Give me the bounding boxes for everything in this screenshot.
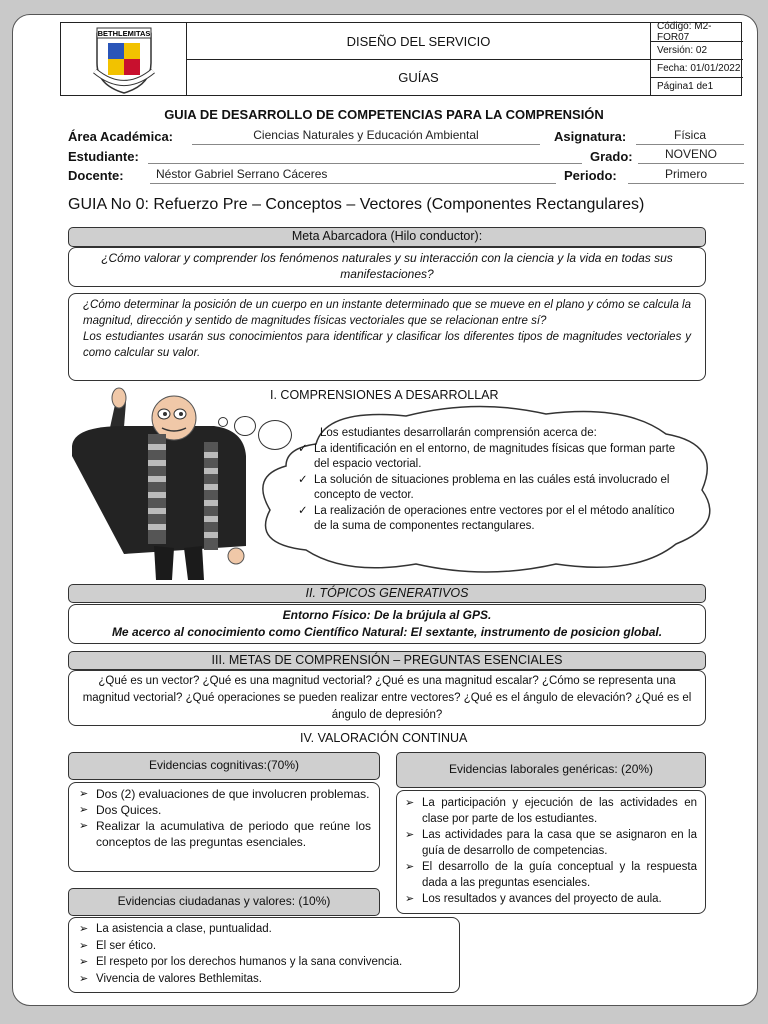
period-label: Periodo: <box>564 168 617 183</box>
topicos-line-2: Me acerco al conocimiento como Científico Natural: El sextante, instrumento de posicion global. <box>111 625 663 639</box>
teacher-value: Néstor Gabriel Serrano Cáceres <box>150 167 556 184</box>
topicos-heading: II. TÓPICOS GENERATIVOS <box>68 584 706 603</box>
cognitive-box <box>68 782 380 872</box>
guide-title: GUIA No 0: Refuerzo Pre – Conceptos – Vectores (Componentes Rectangulares) <box>68 196 645 213</box>
labor-heading: Evidencias laborales genéricas: (20%) <box>396 752 706 788</box>
citizen-box <box>68 917 460 993</box>
metas-text: ¿Qué es un vector? ¿Qué es una magnitud vectorial? ¿Qué es una magnitud escalar? ¿Cómo se representa una magnitud vectorial? ¿Qué operaciones se pueden realizar entre vectores? ¿Qué es el ángulo de elevación? ¿Qué es el ángulo de depresión? <box>68 670 706 726</box>
period-value: Primero <box>628 167 744 184</box>
labor-item-3: ➢ El desarrollo de la guía conceptual y la respuesta dada a las preguntas esenciales. <box>405 859 697 891</box>
cognitive-item-3: ➢ Realizar la acumulativa de periodo que reúne los conceptos de las preguntas esenciales. <box>79 818 371 850</box>
character-illustration <box>64 386 264 582</box>
citizen-heading: Evidencias ciudadanas y valores: (10%) <box>68 888 380 916</box>
comprensiones-intro: Los estudiantes desarrollarán comprensión acerca de: <box>320 427 597 439</box>
thought-bubble-medium <box>234 416 256 436</box>
subject-value: Física <box>636 128 744 145</box>
logo-text-top: BETHLEMITAS <box>97 29 151 38</box>
labor-list <box>405 795 697 907</box>
meta-heading: Meta Abarcadora (Hilo conductor): <box>68 227 706 247</box>
header-table <box>60 22 742 96</box>
subject-label: Asignatura: <box>554 129 627 144</box>
doc-code: Código: M2- FOR07 <box>651 23 743 42</box>
comprensiones-list <box>298 442 678 535</box>
cognitive-heading: Evidencias cognitivas:(70%) <box>68 752 380 780</box>
comprension-item-1: ✓ La identificación en el entorno, de magnitudes físicas que forman parte del espacio vectorial. <box>298 442 678 473</box>
cognitive-item-2: ➢ Dos Quices. <box>79 802 371 818</box>
comprensiones-content <box>298 426 678 535</box>
citizen-item-1: ➢ La asistencia a clase, puntualidad. <box>79 921 451 938</box>
teacher-label: Docente: <box>68 168 124 183</box>
valoracion-heading: IV. VALORACIÓN CONTINUA <box>300 731 468 745</box>
student-value[interactable] <box>148 147 582 164</box>
school-logo <box>61 23 187 95</box>
doc-type: GUÍAS <box>187 60 651 95</box>
labor-item-1: ➢ La participación y ejecución de las actividades en clase por parte de los estudiantes. <box>405 795 697 827</box>
cognitive-list <box>79 786 371 850</box>
service-title: DISEÑO DEL SERVICIO <box>187 23 651 60</box>
cognitive-item-1: ➢ Dos (2) evaluaciones de que involucren problemas. <box>79 786 371 802</box>
citizen-item-4: ➢ Vivencia de valores Bethlemitas. <box>79 971 451 988</box>
doc-date: Fecha: 01/01/2022 <box>651 60 743 78</box>
meta-paragraph-2: Los estudiantes usarán sus conocimientos para identificar y clasificar los diferentes tipos de magnitudes vectoriales y como calcular su valor. <box>83 331 691 359</box>
labor-item-4: ➢ Los resultados y avances del proyecto de aula. <box>405 891 697 907</box>
meta-paragraph-1: ¿Cómo determinar la posición de un cuerpo en un instante determinado que se mueve en el plano y cómo se calcula la magnitud, dirección y sentido de magnitudes físicas vectoriales que se relacionan entre sí? <box>83 299 691 327</box>
area-value: Ciencias Naturales y Educación Ambiental <box>192 128 540 145</box>
grade-value: NOVENO <box>638 147 744 164</box>
citizen-item-2: ➢ El ser ético. <box>79 938 451 955</box>
doc-page: Página1 de1 <box>657 81 714 92</box>
labor-box <box>396 790 706 914</box>
thought-bubble-small <box>218 417 228 427</box>
topicos-line-1: Entorno Físico: De la brújula al GPS. <box>282 608 492 622</box>
metas-heading: III. METAS DE COMPRENSIÓN – PREGUNTAS ESENCIALES <box>68 651 706 670</box>
citizen-item-3: ➢ El respeto por los derechos humanos y la sana convivencia. <box>79 954 451 971</box>
student-label: Estudiante: <box>68 149 139 164</box>
labor-item-2: ➢ Las actividades para la casa que se asignaron en la guía de desarrollo de competencias. <box>405 827 697 859</box>
comprensiones-heading: I. COMPRENSIONES A DESARROLLAR <box>270 388 499 402</box>
citizen-list <box>79 921 451 987</box>
meta-paragraphs <box>68 293 706 381</box>
comprension-item-2: ✓ La solución de situaciones problema en las cuáles está involucrado el concepto de vector. <box>298 473 678 504</box>
meta-question: ¿Cómo valorar y comprender los fenómenos naturales y su interacción con la ciencia y la vida en todas sus manifestaciones? <box>68 247 706 287</box>
comprension-item-3: ✓ La realización de operaciones entre vectores por el el método analítico de la suma de componentes rectangulares. <box>298 504 678 535</box>
topicos-box <box>68 604 706 644</box>
doc-version: Versión: 02 <box>651 42 743 60</box>
grade-label: Grado: <box>590 149 633 164</box>
area-label: Área Académica: <box>68 129 174 144</box>
main-title: GUIA DE DESARROLLO DE COMPETENCIAS PARA LA COMPRENSIÓN <box>164 107 604 122</box>
